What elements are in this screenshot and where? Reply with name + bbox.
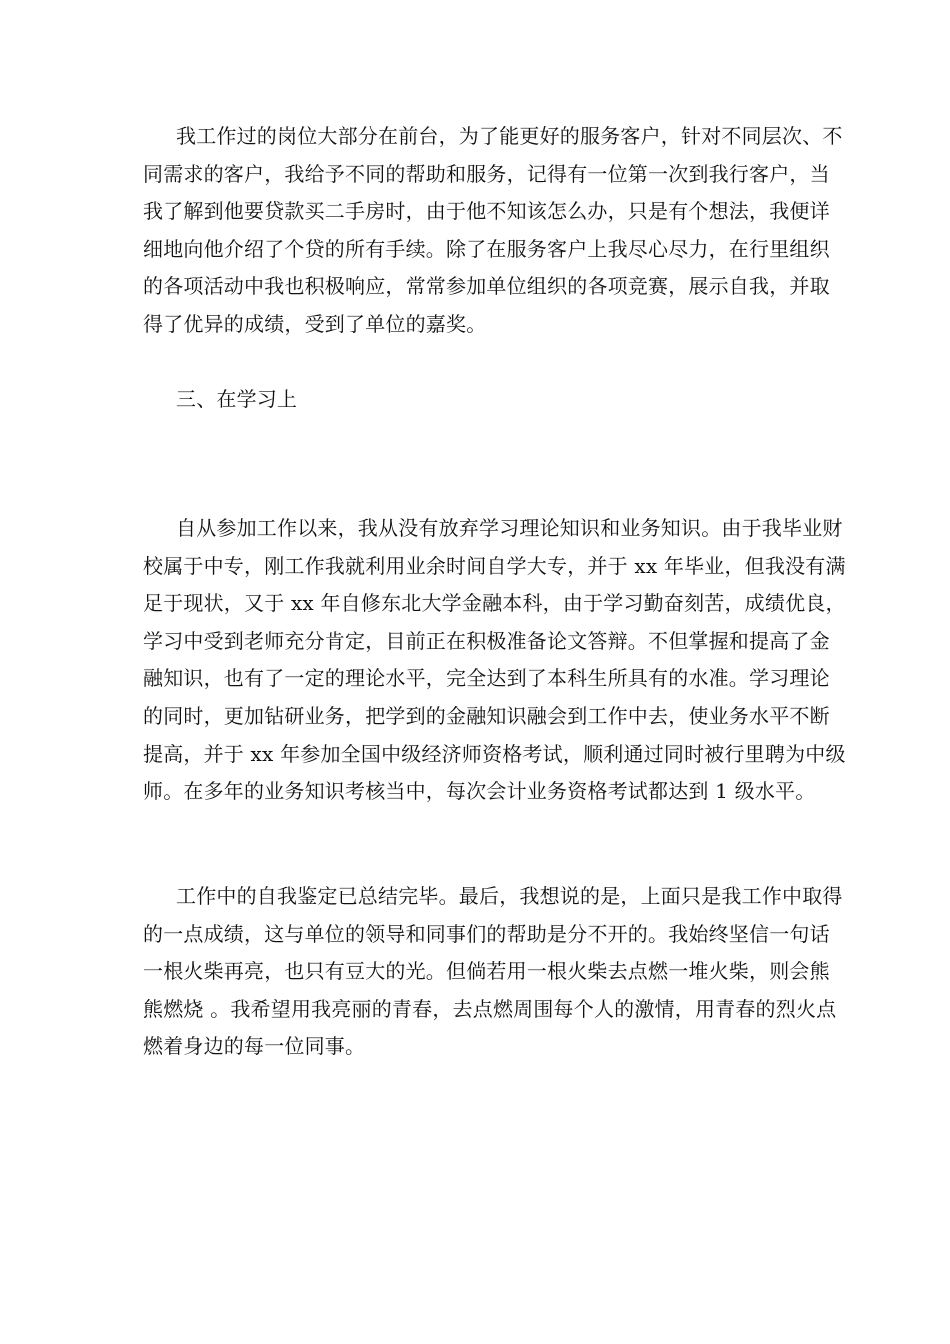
text-line: 工作中的自我鉴定已总结完毕。最后，我想说的是，上面只是我工作中取得 [176,884,843,908]
text-line: 熊燃烧 。我希望用我亮丽的青春，去点燃周围每个人的激情，用青春的烈火点 [143,996,837,1021]
text-line: 学习中受到老师充分肯定，目前正在积极准备论文答辩。不但掌握和提高了金 [143,628,830,653]
text-line: 的一点成绩，这与单位的领导和同事们的帮助是分不开的。我始终坚信一句话 [143,921,830,946]
text-line: 融知识，也有了一定的理论水平，完全达到了本科生所具有的水准。学习理论 [143,666,830,691]
text-line: 我工作过的岗位大部分在前台，为了能更好的服务客户，针对不同层次、不 [176,124,843,148]
text-line: 师。在多年的业务知识考核当中，每次会计业务资格考试都达到 1 级水平。 [143,779,816,804]
paragraph-study [143,510,846,811]
paragraph-conclusion [143,878,843,1066]
text-line: 细地向他介绍了个贷的所有手续。除了在服务客户上我尽心尽力，在行里组织 [143,236,830,261]
section-heading-text: 三、在学习上 [176,387,298,411]
text-line: 同需求的客户，我给予不同的帮助和服务，记得有一位第一次到我行客户，当 [143,161,830,186]
paragraph-work-service [143,118,843,344]
section-heading-study [143,381,808,419]
text-line: 的同时，更加钻研业务，把学到的金融知识融会到工作中去，使业务水平不断 [143,703,830,728]
text-line: 一根火柴再亮，也只有豆大的光。但倘若用一根火柴去点燃一堆火柴，则会熊 [143,959,830,984]
text-line: 得了优异的成绩，受到了单位的嘉奖。 [143,311,487,336]
text-line: 校属于中专，刚工作我就利用业余时间自学大专，并于 xx 年毕业，但我没有满 [143,553,846,578]
text-line: 提高，并于 xx 年参加全国中级经济师资格考试，顺利通过同时被行里聘为中级 [143,741,846,766]
text-line: 我了解到他要贷款买二手房时，由于他不知该怎么办，只是有个想法，我便详 [143,199,830,224]
text-line: 自从参加工作以来，我从没有放弃学习理论知识和业务知识。由于我毕业财 [176,516,843,540]
text-line: 燃着身边的每一位同事。 [143,1034,366,1059]
text-line: 的各项活动中我也积极响应，常常参加单位组织的各项竞赛，展示自我，并取 [143,274,830,299]
text-line: 足于现状，又于 xx 年自修东北大学金融本科，由于学习勤奋刻苦，成绩优良， [143,591,846,616]
